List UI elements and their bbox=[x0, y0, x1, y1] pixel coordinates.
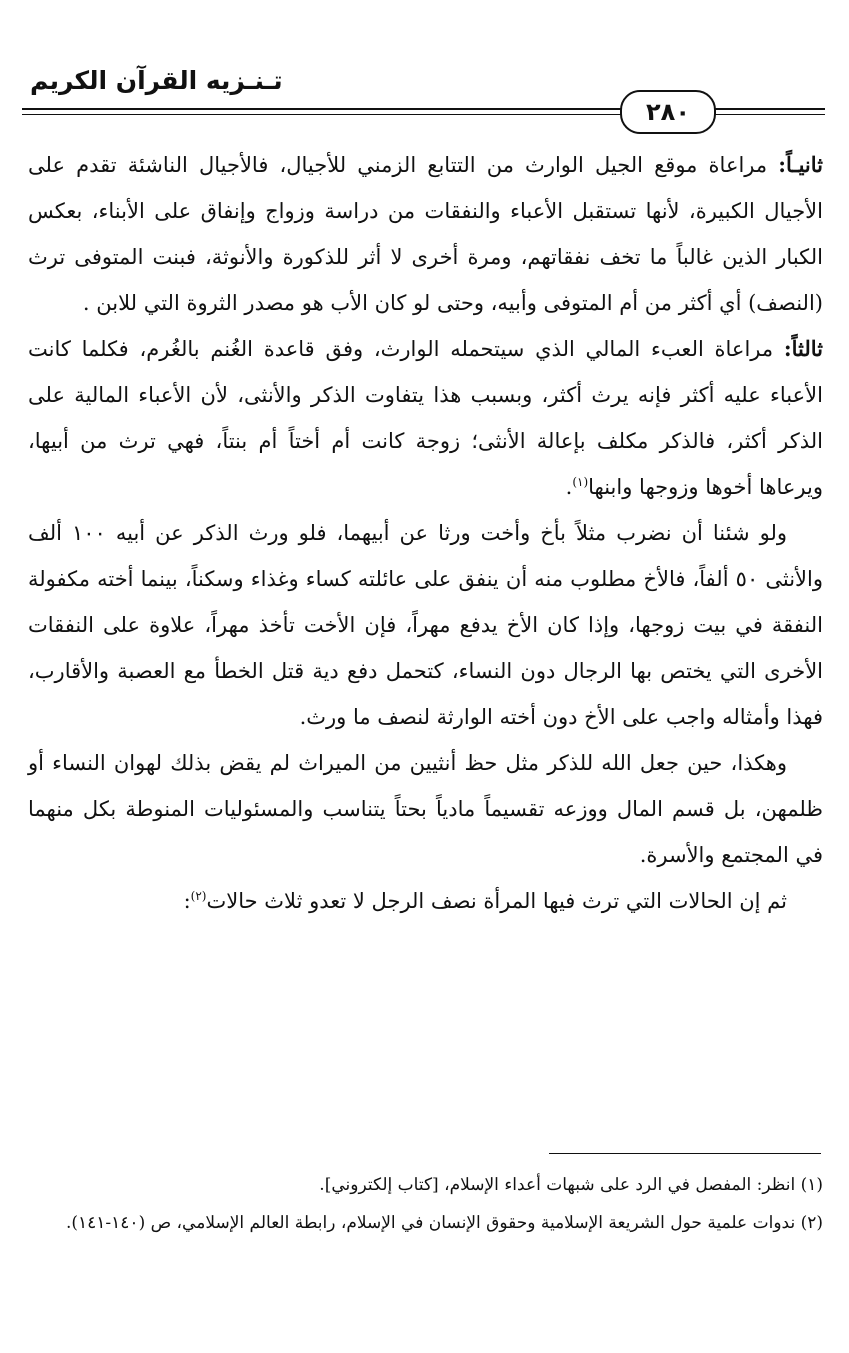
paragraph-thirdly bbox=[28, 326, 823, 510]
footnote-ref-2[interactable]: (٢) bbox=[190, 889, 207, 903]
paragraph-secondly bbox=[28, 142, 823, 326]
paragraph-conclusion: وهكذا، حين جعل الله للذكر مثل حظ أنثيين من الميراث لم يقض بذلك لهوان النساء أو ظلمهن، بل قسم المال ووزعه تقسيماً مادياً بحتاً يتناسب والمسئوليات المنوطة بكل منهما في المجتمع والأسرة. bbox=[28, 751, 823, 867]
paragraph-example: ولو شئنا أن نضرب مثلاً بأخ وأخت ورثا عن أبيهما، فلو ورث الذكر عن أبيه ١٠٠ ألف والأنثى ٥٠ ألفاً، فالأخ مطلوب منه أن ينفق على عائلته كساء وغذاء وسكناً، بينما أخته مكفولة النفقة في بيت زوجها، وإذا كان الأخ يدفع مهراً، فإن الأخت تأخذ مهراً، علاوة على النفقات الأخرى التي يختص بها الرجال دون النساء، كتحمل دفع دية قتل الخطأ مع العصبة والأقارب، فهذا وأمثاله واجب على الأخ دون أخته الوارثة لنصف ما ورث. bbox=[28, 521, 823, 729]
page-header bbox=[22, 60, 825, 126]
paragraph-end: . bbox=[565, 475, 573, 499]
running-title: تـنـزيه القرآن الكريم bbox=[30, 66, 283, 95]
footnote-separator bbox=[549, 1153, 821, 1154]
paragraph-text: ثم إن الحالات التي ترث فيها المرأة نصف الرجل لا تعدو ثلاث حالات bbox=[206, 889, 787, 913]
page-number: ٢٨٠ bbox=[620, 90, 716, 134]
paragraph-text: مراعاة العبء المالي الذي سيتحمله الوارث، وفق قاعدة الغُنم بالغُرم، فكلما كانت الأعباء عليه أكثر فإنه يرث أكثر، وبسبب هذا يتفاوت الذكر والأنثى، لأن الأعباء المالية على الذكر أكثر، فالذكر مكلف بإعالة الأنثى؛ زوجة كانت أم أختاً أم بنتاً، فهي ترث من أبيها، ويرعاها أخوها وزوجها وابنها bbox=[28, 337, 823, 499]
paragraph-end: : bbox=[183, 889, 191, 913]
paragraph-lead: ثانيـاً: bbox=[778, 152, 823, 177]
footnotes bbox=[28, 1166, 823, 1242]
paragraph-text: مراعاة موقع الجيل الوارث من التتابع الزمني للأجيال، فالأجيال الناشئة تقدم على الأجيال الكبيرة، لأنها تستقبل الأعباء والنفقات من دراسة وزواج وإنفاق على الأبناء، بعكس الكبار الذين غالباً ما تخف نفقاتهم، ومرة أخرى لا أثر للذكورة والأنوثة، فبنت المتوفى ترث (النصف) أي أكثر من أم المتوفى وأبيه، وحتى لو كان الأب هو مصدر الثروة التي للابن . bbox=[28, 153, 823, 315]
footnote-1: (١) انظر: المفصل في الرد على شبهات أعداء الإسلام، [كتاب إلكتروني]. bbox=[319, 1175, 823, 1195]
paragraph-lead: ثالثاً: bbox=[783, 336, 823, 361]
paragraph-cases bbox=[28, 878, 823, 924]
footnote-2: (٢) ندوات علمية حول الشريعة الإسلامية وحقوق الإنسان في الإسلام، رابطة العالم الإسلامي، ص (١٤٠-١٤١). bbox=[65, 1213, 823, 1233]
footnote-ref-1[interactable]: (١) bbox=[572, 475, 589, 489]
main-text bbox=[28, 142, 823, 924]
